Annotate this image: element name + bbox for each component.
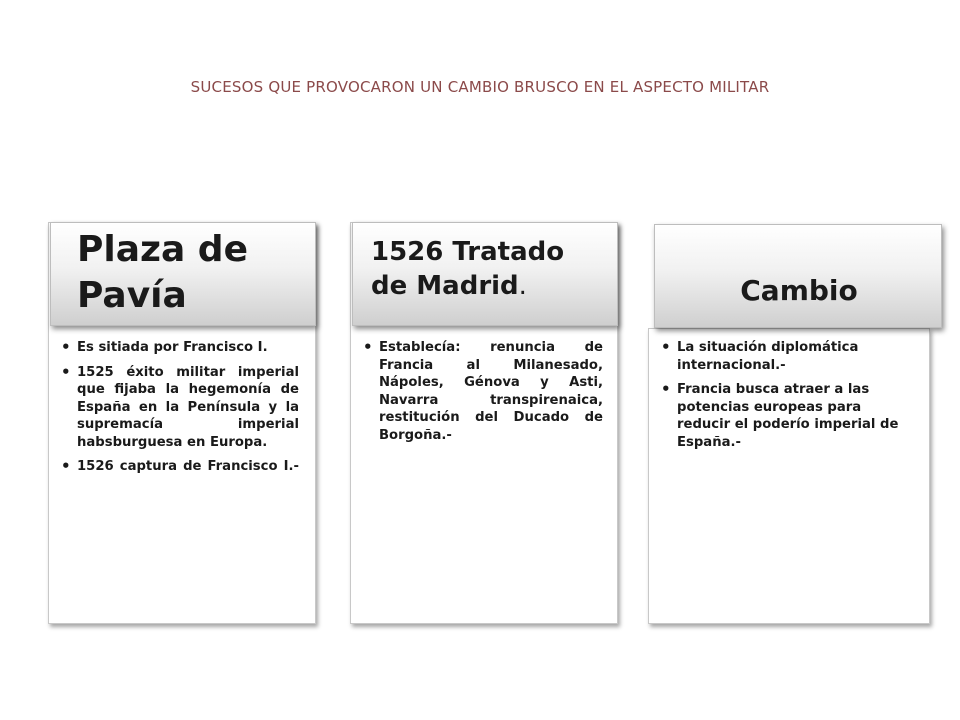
panel-cambio-header bbox=[654, 224, 942, 328]
cambio-bullet-1: • La situación diplomática internacional.- bbox=[661, 339, 911, 374]
cambio-bullet-2: • Francia busca atraer a las potencias europeas para reducir el poderío imperial de España.- bbox=[661, 381, 911, 451]
pavia-bullet-list bbox=[61, 339, 299, 483]
panel-pavia-header bbox=[50, 222, 316, 326]
madrid-bullet-1: • Establecía: renuncia de Francia al Milanesado, Nápoles, Génova y Asti, Navarra transpirenaica, restitución del Ducado de Borgoña.- bbox=[363, 339, 603, 444]
madrid-bullet-list bbox=[363, 339, 603, 451]
madrid-header-main: 1526 Tratado de Madrid bbox=[371, 237, 565, 301]
pavia-bullet-2: • 1525 éxito militar imperial que fijaba la hegemonía de España en la Península y la supremacía imperial habsburguesa en Europa. bbox=[61, 364, 299, 452]
slide-title: SUCESOS QUE PROVOCARON UN CAMBIO BRUSCO EN EL ASPECTO MILITAR bbox=[190, 78, 770, 96]
madrid-header-title bbox=[371, 235, 601, 303]
panel-madrid-header bbox=[352, 222, 618, 326]
pavia-bullet-1: • Es sitiada por Francisco I. bbox=[61, 339, 299, 357]
madrid-header-suffix: . bbox=[518, 271, 527, 301]
pavia-bullet-3: • 1526 captura de Francisco I.- bbox=[61, 458, 299, 476]
cambio-bullet-list bbox=[661, 339, 911, 458]
cambio-header-title: Cambio bbox=[740, 274, 858, 307]
panel-cambio-body bbox=[648, 328, 930, 624]
pavia-header-title: Plaza de Pavía bbox=[77, 229, 248, 316]
